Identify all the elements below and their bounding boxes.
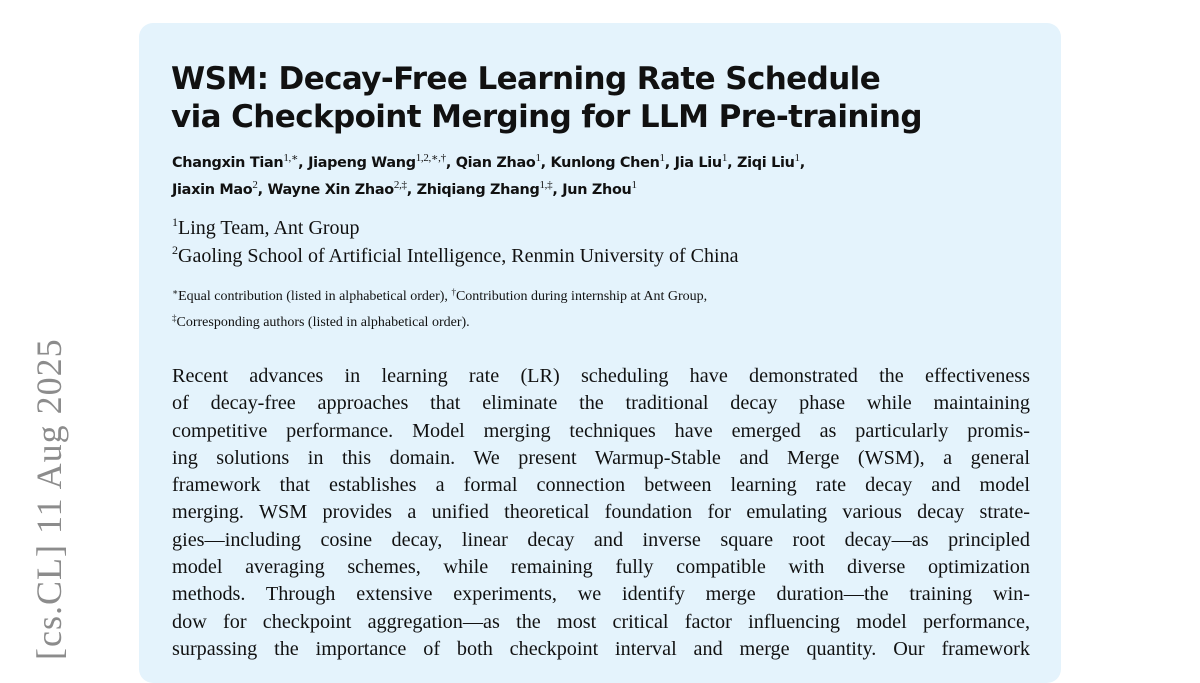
note-line-1: [172, 284, 707, 310]
author-line-2: [172, 177, 1032, 204]
author-separator: ,: [257, 182, 268, 198]
author-name: Changxin Tian: [172, 155, 284, 171]
author-name: Jiapeng Wang: [308, 155, 416, 171]
title-line-1: WSM: Decay-Free Learning Rate Schedule: [171, 61, 881, 97]
author-notes: [172, 284, 707, 336]
abstract-line: dow for checkpoint aggregation—as the most critical factor influencing model performance,: [172, 610, 1030, 633]
author-affiliation-marker: 1: [794, 152, 800, 164]
paper-title: [171, 60, 1031, 136]
author-name: Jiaxin Mao: [172, 182, 253, 198]
note-text: Contribution during internship at Ant Group,: [455, 289, 708, 304]
note-symbol: ‡: [172, 313, 177, 323]
author-name: Zhiqiang Zhang: [416, 182, 540, 198]
author-name: Jia Liu: [674, 155, 722, 171]
author-separator: ,: [445, 155, 456, 171]
affiliation-line: [172, 214, 738, 242]
note-text: Corresponding authors (listed in alphabetical order).: [176, 315, 470, 330]
author-separator: ,: [727, 155, 737, 171]
author-name: Qian Zhao: [455, 155, 536, 171]
author-name: Wayne Xin Zhao: [267, 182, 394, 198]
abstract-line: methods. Through extensive experiments, we identify merge duration—the training win-: [172, 583, 1030, 606]
author-name: Jun Zhou: [562, 182, 632, 198]
author-affiliation-marker: 1: [659, 152, 665, 164]
abstract-line: surpassing the importance of both checkpoint interval and merge quantity. Our framework: [172, 637, 1030, 660]
affiliation-list: [172, 214, 738, 270]
author-affiliation-marker: 1: [721, 152, 728, 164]
abstract-line: competitive performance. Model merging techniques have emerged as particularly promis-: [172, 419, 1030, 442]
affiliation-text: Gaoling School of Artificial Intelligence, Renmin University of China: [178, 245, 739, 267]
author-affiliation-marker: 1,2,∗,†: [415, 152, 446, 164]
author-list: [172, 150, 1032, 204]
author-separator: ,: [552, 182, 563, 198]
affiliation-number: 1: [172, 215, 178, 229]
author-separator: ,: [406, 182, 417, 198]
arxiv-side-stamp: [cs.CL] 11 Aug 2025: [29, 338, 69, 660]
author-affiliation-marker: 2,‡: [393, 179, 407, 191]
abstract-line: of decay-free approaches that eliminate the traditional decay phase while maintaining: [172, 392, 1030, 415]
note-symbol: ∗: [172, 287, 179, 297]
note-line-2: [172, 310, 707, 336]
affiliation-line: [172, 242, 738, 270]
abstract-line: framework that establishes a formal connection between learning rate decay and model: [172, 474, 1030, 497]
note-text: Equal contribution (listed in alphabetical order),: [178, 289, 452, 304]
abstract-line: merging. WSM provides a unified theoretical foundation for emulating various decay strate-: [172, 501, 1030, 524]
author-name: Kunlong Chen: [550, 155, 660, 171]
abstract-line: model averaging schemes, while remaining fully compatible with diverse optimization: [172, 556, 1030, 579]
author-line-1: [172, 150, 1032, 177]
author-affiliation-marker: 1: [535, 152, 541, 164]
affiliation-text: Ling Team, Ant Group: [178, 217, 360, 239]
author-separator: ,: [298, 155, 309, 171]
title-line-2: via Checkpoint Merging for LLM Pre-training: [171, 99, 922, 135]
abstract-text: [172, 363, 1030, 663]
abstract-line: gies—including cosine decay, linear decay and inverse square root decay—as principled: [172, 528, 1030, 551]
author-affiliation-marker: 1,‡: [539, 179, 553, 191]
author-affiliation-marker: 1: [631, 179, 637, 191]
author-affiliation-marker: 1,∗: [283, 152, 299, 164]
author-separator: ,: [540, 155, 551, 171]
author-affiliation-marker: 2: [252, 179, 258, 191]
author-name: Ziqi Liu: [736, 155, 795, 171]
note-symbol: †: [451, 287, 456, 297]
abstract-line: ing solutions in this domain. We present Warmup-Stable and Merge (WSM), a general: [172, 446, 1030, 469]
author-separator: ,: [799, 155, 805, 171]
abstract-line: Recent advances in learning rate (LR) scheduling have demonstrated the effectiveness: [172, 365, 1030, 387]
affiliation-number: 2: [172, 243, 178, 257]
author-separator: ,: [664, 155, 675, 171]
